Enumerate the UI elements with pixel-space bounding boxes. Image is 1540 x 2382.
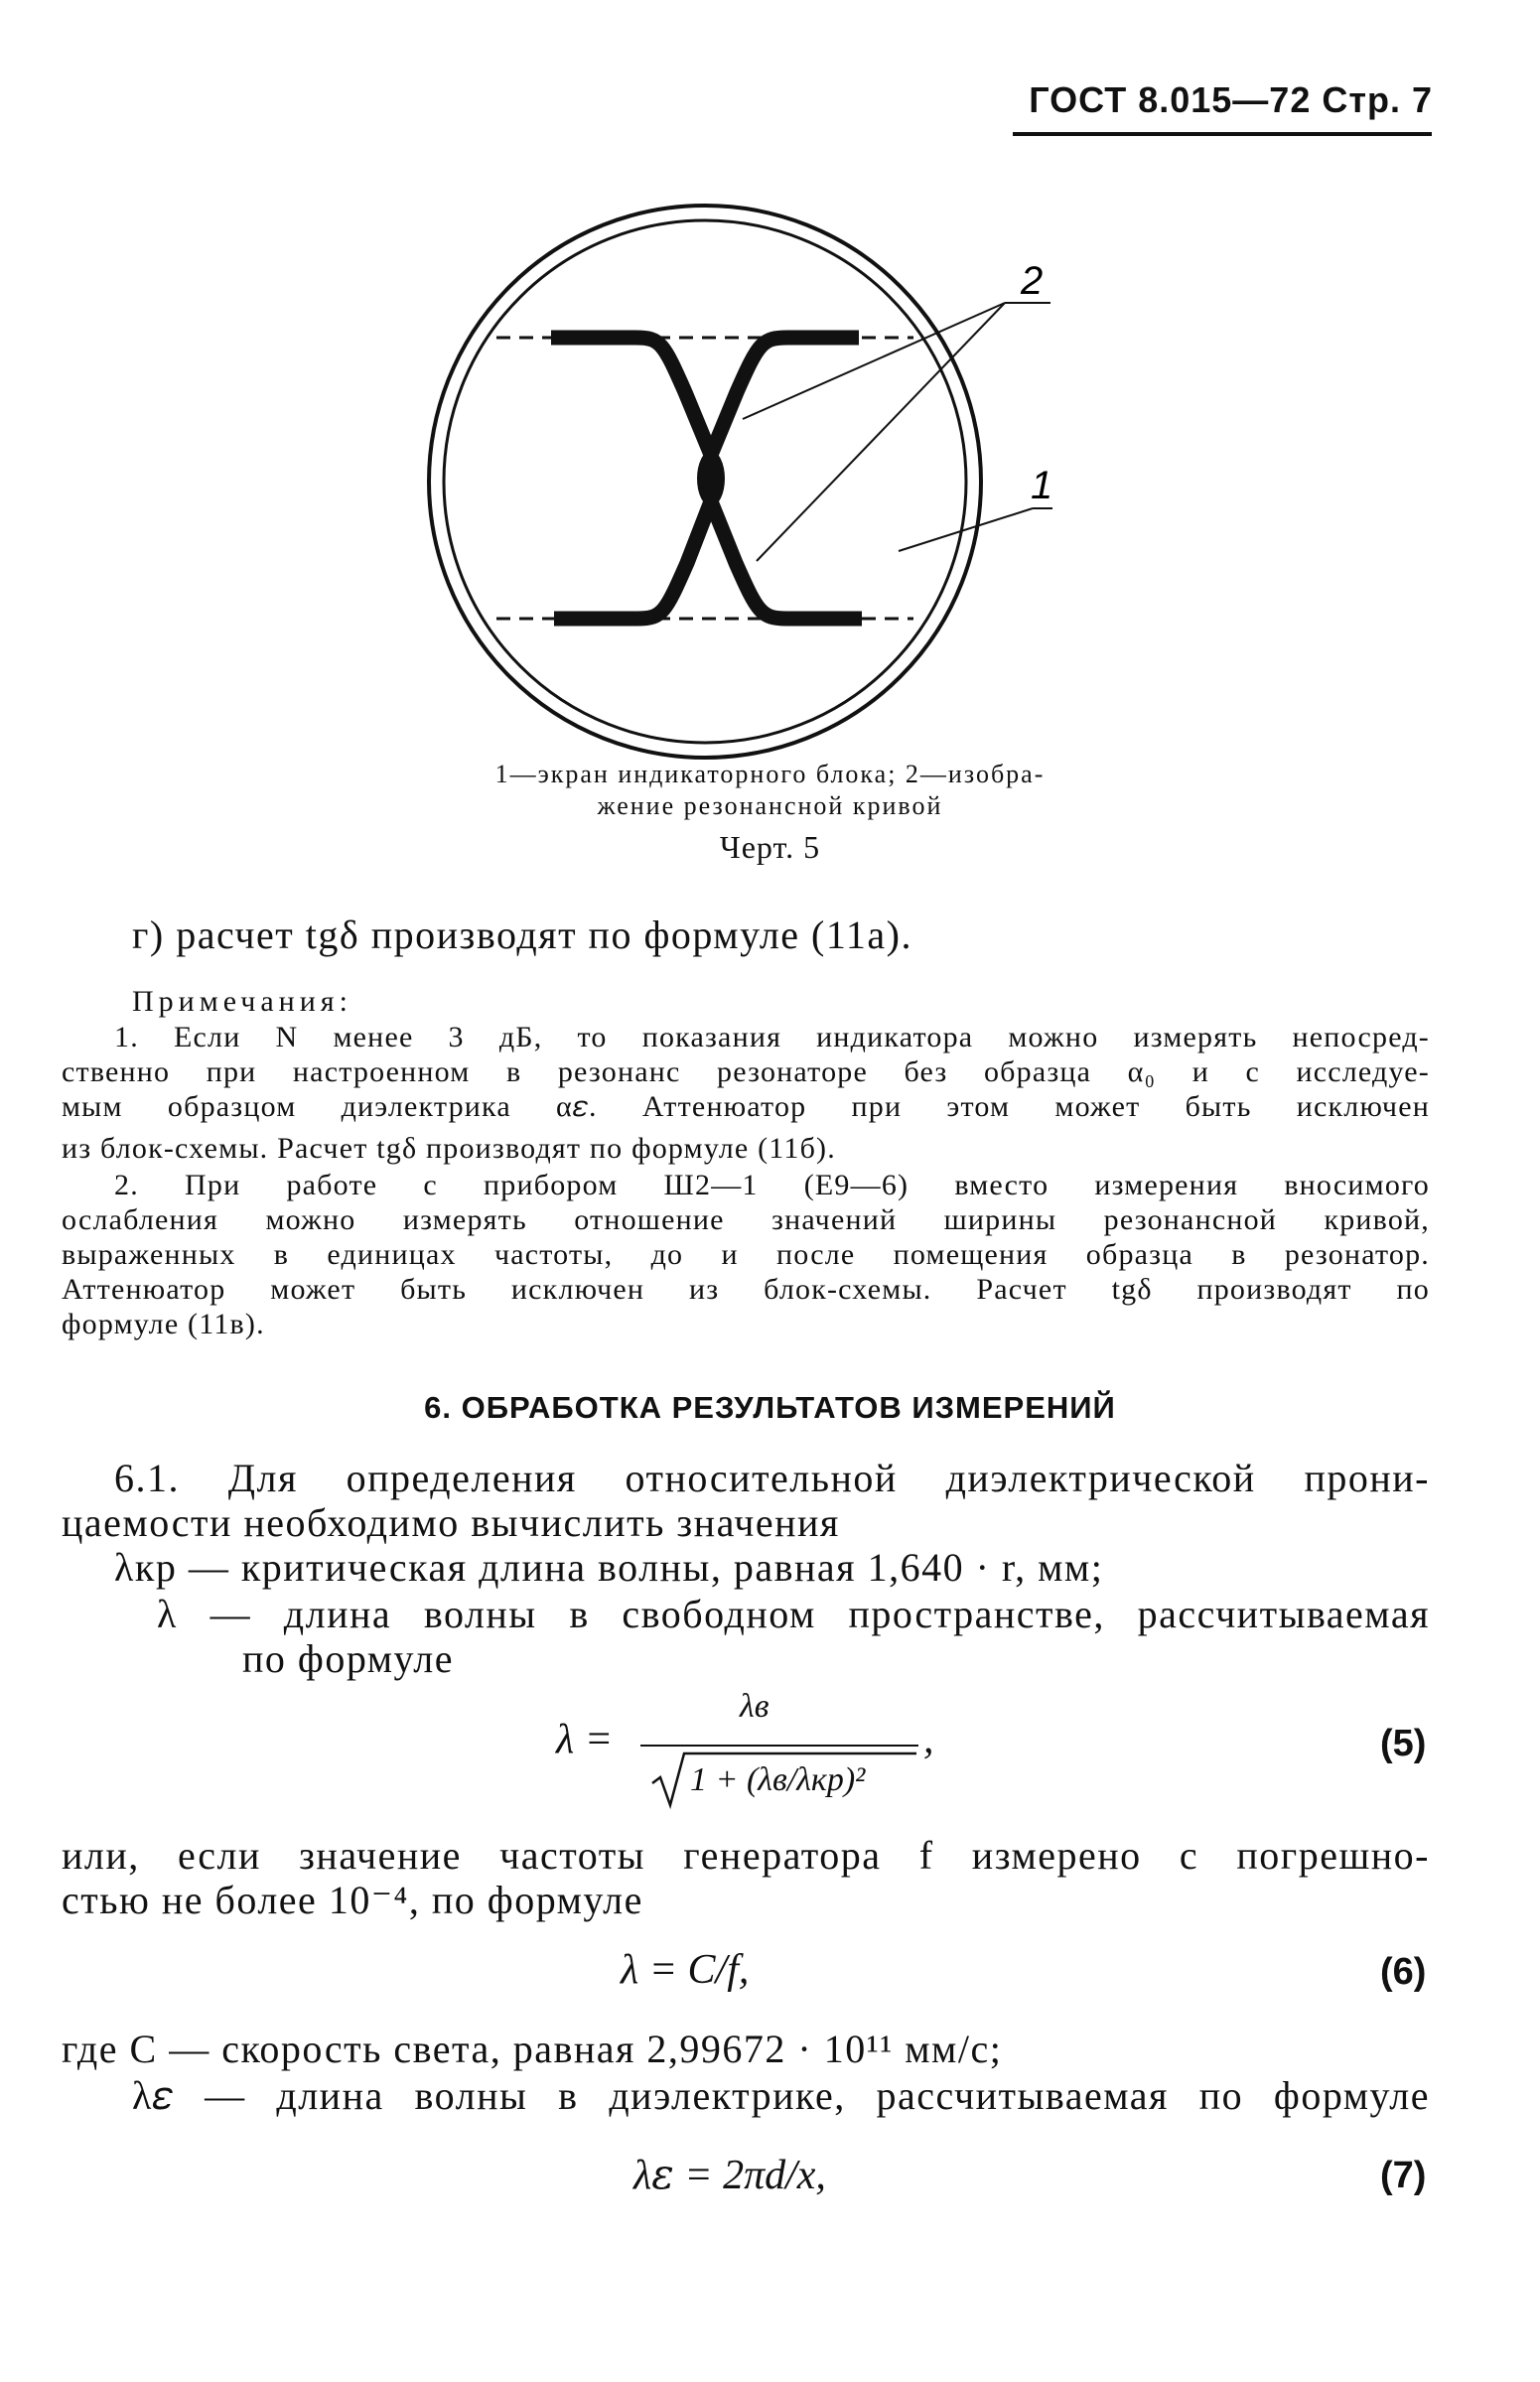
formula-5-lhs: λ =	[556, 1717, 614, 1762]
note2-line3: выраженных в единицах частоты, до и после помещения образца в резонатор.	[62, 1238, 1430, 1271]
callout-2-label: 2	[1021, 259, 1044, 303]
formula-6: λ = C/f,	[621, 1947, 750, 1993]
lambda-kr-definition: λкр — критическая длина волны, равная 1,640 · r, мм;	[114, 1545, 1104, 1590]
or-line2: стью не более 10⁻⁴, по формуле	[62, 1878, 643, 1922]
formula-7-number: (7)	[1380, 2155, 1427, 2196]
step-g: г) расчет tgδ производят по формуле (11а).	[132, 912, 912, 957]
figure-label: Черт. 5	[719, 829, 821, 865]
speed-of-light-definition: где C — скорость света, равная 2,99672 · 10¹¹ мм/с;	[62, 2027, 1003, 2071]
or-line1: или, если значение частоты генератора f измерено с погрешно-	[62, 1833, 1430, 1878]
lambda-definition-line2: по формуле	[242, 1636, 454, 1681]
lambda-epsilon-definition: λ𝜀 — длина волны в диэлектрике, рассчитываемая по формуле	[132, 2073, 1430, 2118]
note2-line1: 2. При работе с прибором Ш2—1 (Е9—6) вместо измерения вносимого	[114, 1169, 1430, 1201]
para-6-1-line1: 6.1. Для определения относительной диэлектрической прони-	[114, 1456, 1430, 1500]
formula-6-number: (6)	[1380, 1951, 1427, 1993]
note1-line2: ственно при настроенном в резонанс резонаторе без образца α₀ и с исследуе-	[62, 1055, 1430, 1088]
note1-line4: из блок-схемы. Расчет tgδ производят по формуле (11б).	[62, 1132, 836, 1165]
note2-line5: формуле (11в).	[62, 1308, 265, 1340]
formula-5-numerator: λв	[740, 1688, 770, 1725]
callout-1-label: 1	[1031, 464, 1053, 507]
para-6-1-line2: цаемости необходимо вычислить значения	[62, 1500, 840, 1545]
formula-7: λ𝜀 = 2πd/x,	[633, 2153, 826, 2198]
formula-5-denominator: 1 + (λв/λкр)²	[690, 1761, 866, 1798]
note1-line3: мым образцом диэлектрика α𝜀. Аттенюатор при этом может быть исключен	[62, 1090, 1430, 1123]
formula-5-number: (5)	[1380, 1723, 1427, 1764]
notes-title: Примечания:	[132, 985, 352, 1018]
figure-caption-line1: 1—экран индикаторного блока; 2—изобра-	[494, 760, 1046, 788]
lambda-definition-line1: λ — длина волны в свободном пространстве, рассчитываемая	[157, 1592, 1430, 1636]
resonance-curve-figure	[0, 0, 1540, 774]
note1-line1: 1. Если N менее 3 дБ, то показания индикатора можно измерять непосред-	[114, 1021, 1430, 1053]
page-header: ГОСТ 8.015—72 Стр. 7	[1029, 79, 1433, 120]
formula-5-fraction-bar	[640, 1745, 918, 1747]
figure-caption-line2: жение резонансной кривой	[597, 791, 943, 820]
formula-5-comma: ,	[923, 1717, 934, 1762]
section-title: 6. ОБРАБОТКА РЕЗУЛЬТАТОВ ИЗМЕРЕНИЙ	[424, 1390, 1116, 1425]
note2-line4: Аттенюатор может быть исключен из блок-схемы. Расчет tgδ производят по	[62, 1273, 1430, 1306]
note2-line2: ослабления можно измерять отношение значений ширины резонансной кривой,	[62, 1203, 1430, 1236]
